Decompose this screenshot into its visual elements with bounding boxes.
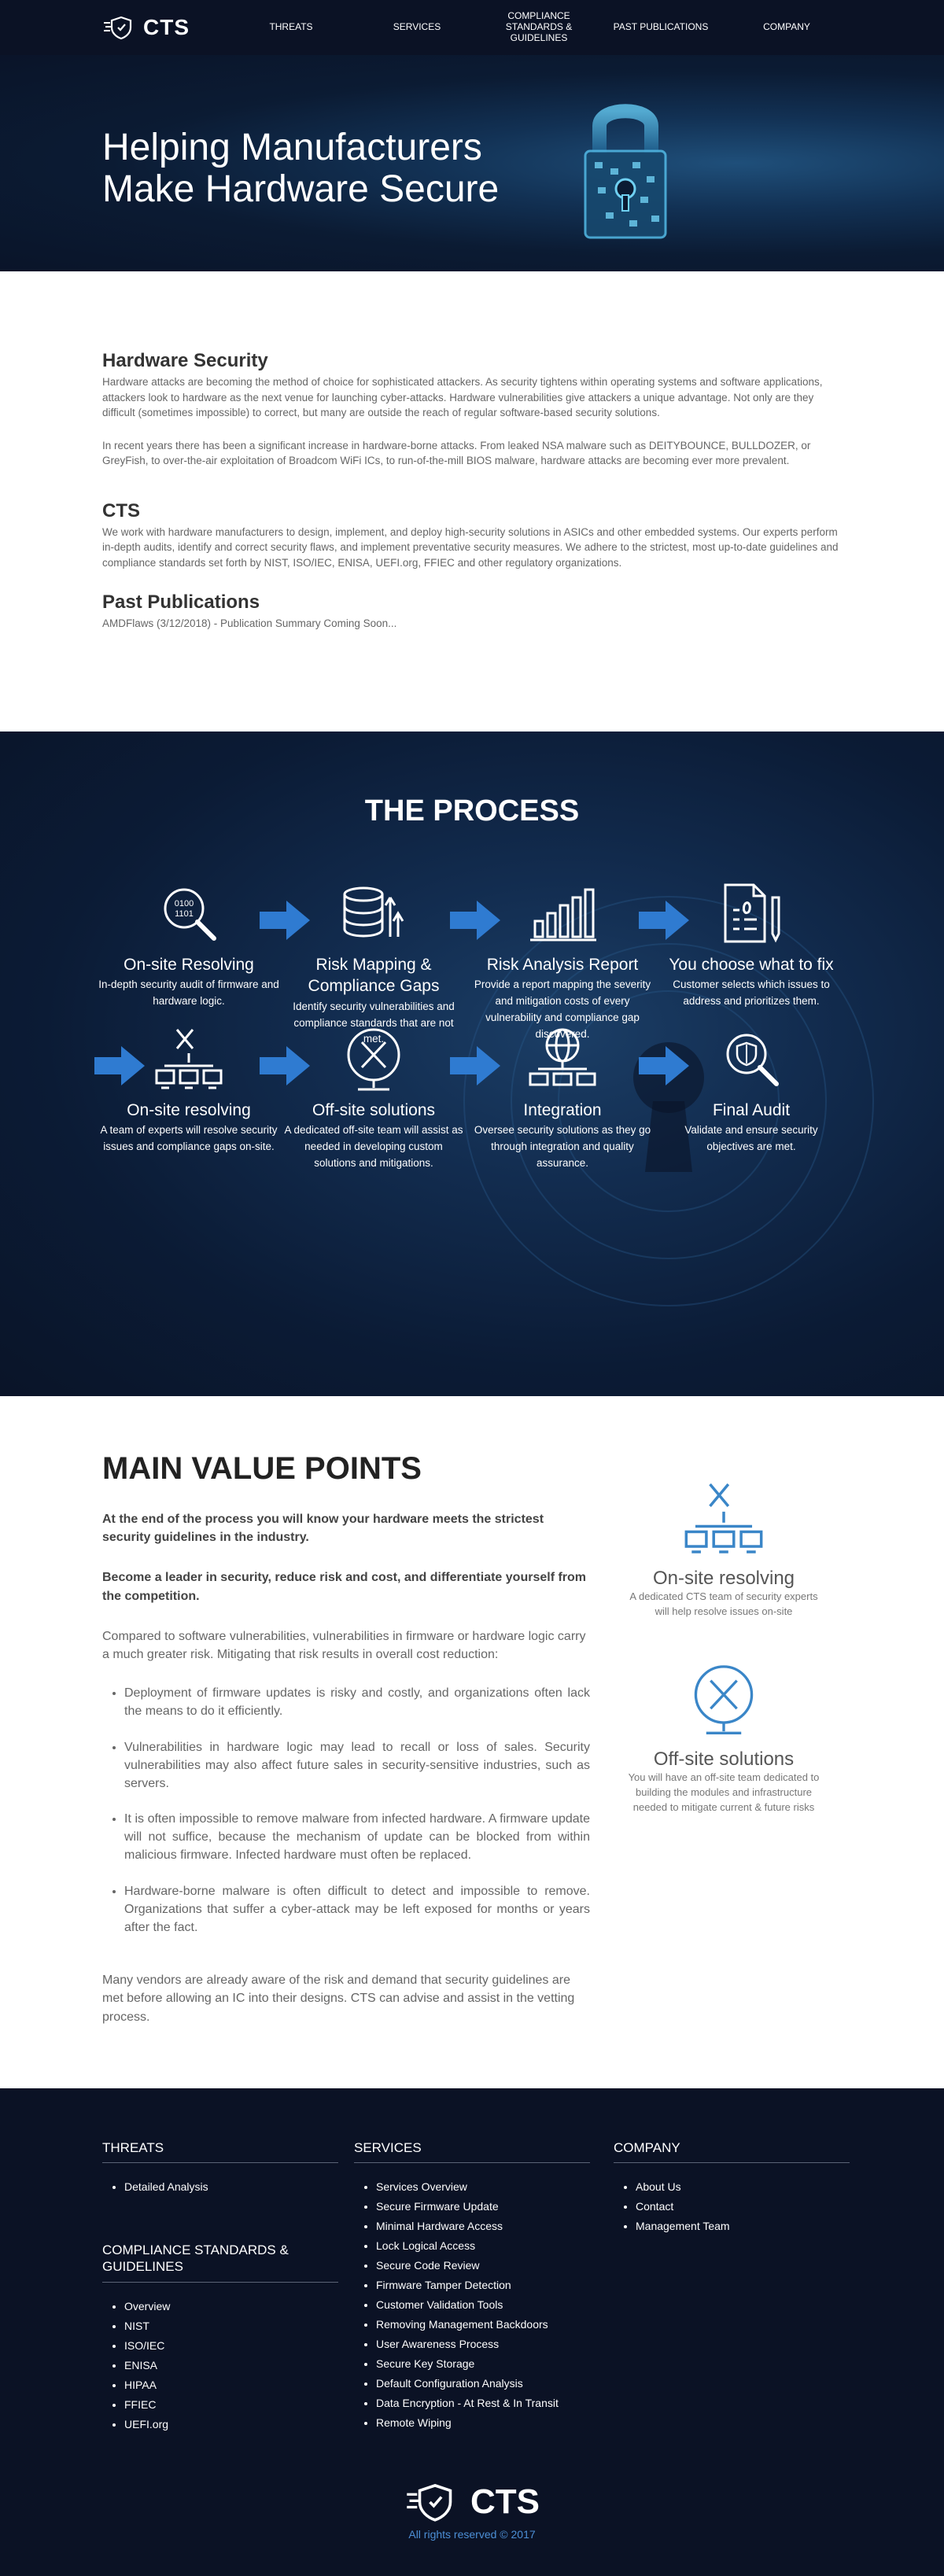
step-8-desc: Validate and ensure security objectives are met. <box>684 1124 818 1153</box>
bar-chart-icon <box>472 877 653 949</box>
globe-tools-icon <box>684 1660 763 1738</box>
copyright: All rights reserved © 2017 <box>408 2528 536 2541</box>
step-7-desc: Oversee security solutions as they go through integration and quality assurance. <box>474 1124 651 1170</box>
hardware-security-para-1: Hardware attacks are becoming the method of choice for sophisticated attackers. As security tightens within operating systems and software applications, attackers look to hardware as the next venue for launching cyber-attacks. Hardware vulnerabilities give attackers a unique advantage. Not only are they difficult (sometimes impossible) to correct, but many are outside the reach of regular software-based security solutions. <box>102 376 823 419</box>
footer-threats-title: THREATS <box>102 2139 338 2163</box>
globe-network-icon <box>472 1023 653 1095</box>
process-step-4 <box>661 877 842 1010</box>
footer-link[interactable]: • Default Configuration Analysis <box>376 2374 590 2394</box>
side-card-onsite <box>621 1479 826 1620</box>
value-lead-1: At the end of the process you will know your hardware meets the strictest security guidelines in the industry. <box>102 1513 544 1545</box>
past-publications-item[interactable]: AMDFlaws (3/12/2018) - Publication Summary Coming Soon... <box>102 617 397 629</box>
past-publications-heading: Past Publications <box>102 591 260 613</box>
footer-compliance <box>102 2242 338 2434</box>
footer-link[interactable]: • Secure Firmware Update <box>376 2197 590 2217</box>
hero-title-line1: Helping Manufacturers <box>102 127 482 168</box>
value-intro: Compared to software vulnerabilities, vulnerabilities in firmware or hardware logic carry a much greater risk. Mitigating that risk results in overall cost reduction: <box>102 1629 586 1661</box>
about-section <box>0 271 944 732</box>
footer-link[interactable]: • Removing Management Backdoors <box>376 2315 590 2335</box>
footer-logo-text: CTS <box>470 2482 540 2521</box>
list-item: • Hardware-borne malware is often difficult to detect and impossible to remove. Organizations that suffer a cyber-attack may be left exposed for months or years after the fact. <box>124 1882 590 1937</box>
nav-compliance[interactable]: COMPLIANCE STANDARDS & GUIDELINES <box>505 10 573 43</box>
svg-text:0100: 0100 <box>174 899 194 908</box>
process-step-1 <box>98 877 279 1010</box>
cts-heading: CTS <box>102 499 140 521</box>
footer-link[interactable]: • Customer Validation Tools <box>376 2295 590 2315</box>
cts-para: We work with hardware manufacturers to design, implement, and deploy high-security solutions in ASICs and other embedded systems. Our experts perform in-depth audits, identify and correct security flaws, and implement preventative security measures. We adhere to the strictest, most up-to-date guidelines and compliance standards set forth by NIST, ISO/IEC, ENISA, UEFI.org, FFIEC and other regulatory organizations. <box>102 525 839 569</box>
list-item: • Deployment of firmware updates is risky and costly, and organizations often lack the means to do it efficiently. <box>124 1684 590 1720</box>
footer-link[interactable]: • NIST <box>124 2316 338 2336</box>
hardware-security-para-2: In recent years there has been a significant increase in hardware-borne attacks. From leaked NSA malware such as DEITYBOUNCE, BULLDOZER, or GreyFish, to over-the-air exploitation of Broadcom WiFi ICs, to run-of-the-mill BIOS malware, hardware attacks are becoming ever more prevalent. <box>102 439 811 467</box>
footer-link[interactable]: • Lock Logical Access <box>376 2236 590 2256</box>
logo-text: CTS <box>143 15 190 39</box>
tools-network-icon <box>98 1023 279 1095</box>
binary-search-icon <box>98 877 279 949</box>
footer-link[interactable]: • HIPAA <box>124 2375 338 2395</box>
logo[interactable] <box>102 15 228 40</box>
step-8-title: Final Audit <box>712 1101 791 1119</box>
step-2-title: Risk Mapping & Compliance Gaps <box>308 956 440 996</box>
step-2-desc: Identify security vulnerabilities and compliance standards that are not met. <box>293 1000 455 1045</box>
footer-link[interactable]: • Firmware Tamper Detection <box>376 2276 590 2295</box>
database-icon <box>283 877 464 949</box>
value-points-section <box>0 1396 944 2088</box>
process-step-8 <box>661 1023 842 1155</box>
step-3-title: Risk Analysis Report <box>486 956 639 974</box>
process-step-6 <box>283 1023 464 1172</box>
process-step-5 <box>98 1023 279 1155</box>
footer-link[interactable]: • Secure Code Review <box>376 2256 590 2276</box>
nav-past-publications[interactable]: PAST PUBLICATIONS <box>613 21 709 33</box>
value-main-column <box>102 1451 590 2026</box>
footer-link[interactable]: • Management Team <box>636 2217 850 2236</box>
footer-link[interactable]: • Detailed Analysis <box>124 2177 338 2197</box>
process-step-3 <box>472 877 653 1043</box>
step-4-title: You choose what to fix <box>669 956 834 974</box>
document-icon <box>661 877 842 949</box>
side-card-1-desc: A dedicated CTS team of security experts will help resolve issues on-site <box>629 1590 818 1617</box>
footer-threats <box>102 2139 338 2197</box>
nav-services[interactable]: SERVICES <box>393 21 441 33</box>
value-bullet-list <box>124 1684 590 1937</box>
footer-link[interactable]: • Secure Key Storage <box>376 2354 590 2374</box>
list-item: • It is often impossible to remove malware from infected hardware. A firmware update will not suffice, because the mechanism of update can be blocked from within malicious firmware. Infected hardware must often be replaced. <box>124 1810 590 1865</box>
footer-logo[interactable] <box>404 2482 540 2523</box>
hero-title <box>102 127 499 211</box>
shield-logo-icon <box>102 15 140 40</box>
process-step-7 <box>472 1023 653 1172</box>
footer-company-title: COMPANY <box>614 2139 850 2163</box>
footer-link[interactable]: • Minimal Hardware Access <box>376 2217 590 2236</box>
footer-link[interactable]: • ENISA <box>124 2356 338 2375</box>
footer-compliance-title: COMPLIANCE STANDARDS & GUIDELINES <box>102 2242 338 2283</box>
step-6-title: Off-site solutions <box>312 1101 435 1119</box>
step-5-title: On-site resolving <box>127 1101 251 1119</box>
footer-link[interactable]: • UEFI.org <box>124 2415 338 2434</box>
hero-title-line2: Make Hardware Secure <box>102 168 500 210</box>
step-7-title: Integration <box>523 1101 602 1119</box>
nav-company[interactable]: COMPANY <box>763 21 810 33</box>
step-1-title: On-site Resolving <box>124 956 254 974</box>
nav-threats[interactable]: THREATS <box>269 21 313 33</box>
footer <box>0 2088 944 2576</box>
footer-services <box>354 2139 590 2433</box>
footer-services-title: SERVICES <box>354 2139 590 2163</box>
step-6-desc: A dedicated off-site team will assist as needed in developing custom solutions and mitigations. <box>284 1124 463 1170</box>
footer-link[interactable]: • Remote Wiping <box>376 2413 590 2433</box>
step-1-desc: In-depth security audit of firmware and hardware logic. <box>98 978 279 1008</box>
step-3-desc: Provide a report mapping the severity and mitigation costs of every vulnerability and compliance gap discovered. <box>474 978 651 1041</box>
process-section <box>0 732 944 1396</box>
shield-search-icon <box>661 1023 842 1095</box>
hero-banner <box>0 55 944 271</box>
side-card-1-title: On-site resolving <box>652 1568 795 1589</box>
shield-logo-icon <box>404 2482 466 2523</box>
top-navbar <box>0 0 944 55</box>
tools-network-icon <box>680 1479 767 1557</box>
digital-padlock-image <box>574 87 677 252</box>
process-title: THE PROCESS <box>364 794 580 827</box>
footer-company <box>614 2139 850 2236</box>
footer-link[interactable]: • Data Encryption - At Rest & In Transit <box>376 2394 590 2413</box>
list-item: • Vulnerabilities in hardware logic may lead to recall or loss of sales. Security vulnerabilities may also affect future sales in security-sensitive industries, such as servers. <box>124 1738 590 1793</box>
footer-link[interactable]: • Services Overview <box>376 2177 590 2197</box>
footer-link[interactable]: • Contact <box>636 2197 850 2217</box>
value-closing: Many vendors are already aware of the risk and demand that security guidelines are met before allowing an IC into their designs. CTS can advise and assist in the vetting process. <box>102 1973 575 2024</box>
footer-link[interactable]: • About Us <box>636 2177 850 2197</box>
globe-tools-icon <box>283 1023 464 1095</box>
side-card-2-desc: You will have an off-site team dedicated to building the modules and infrastructure needed to mitigate current & future risks <box>628 1771 820 1813</box>
footer-link[interactable]: • ISO/IEC <box>124 2336 338 2356</box>
svg-text:1101: 1101 <box>175 909 194 919</box>
hardware-security-heading: Hardware Security <box>102 350 268 371</box>
step-4-desc: Customer selects which issues to address and prioritizes them. <box>673 978 830 1008</box>
footer-logo-block <box>0 2482 944 2541</box>
footer-link[interactable]: • User Awareness Process <box>376 2335 590 2354</box>
value-title: MAIN VALUE POINTS <box>102 1451 422 1486</box>
step-5-desc: A team of experts will resolve security issues and compliance gaps on-site. <box>100 1124 278 1153</box>
side-card-2-title: Off-site solutions <box>653 1749 795 1770</box>
value-lead-2: Become a leader in security, reduce risk and cost, and differentiate yourself from the competition. <box>102 1571 587 1603</box>
footer-link[interactable]: • FFIEC <box>124 2395 338 2415</box>
side-card-offsite <box>621 1660 826 1815</box>
footer-link[interactable]: • Overview <box>124 2297 338 2316</box>
main-nav <box>228 0 850 55</box>
